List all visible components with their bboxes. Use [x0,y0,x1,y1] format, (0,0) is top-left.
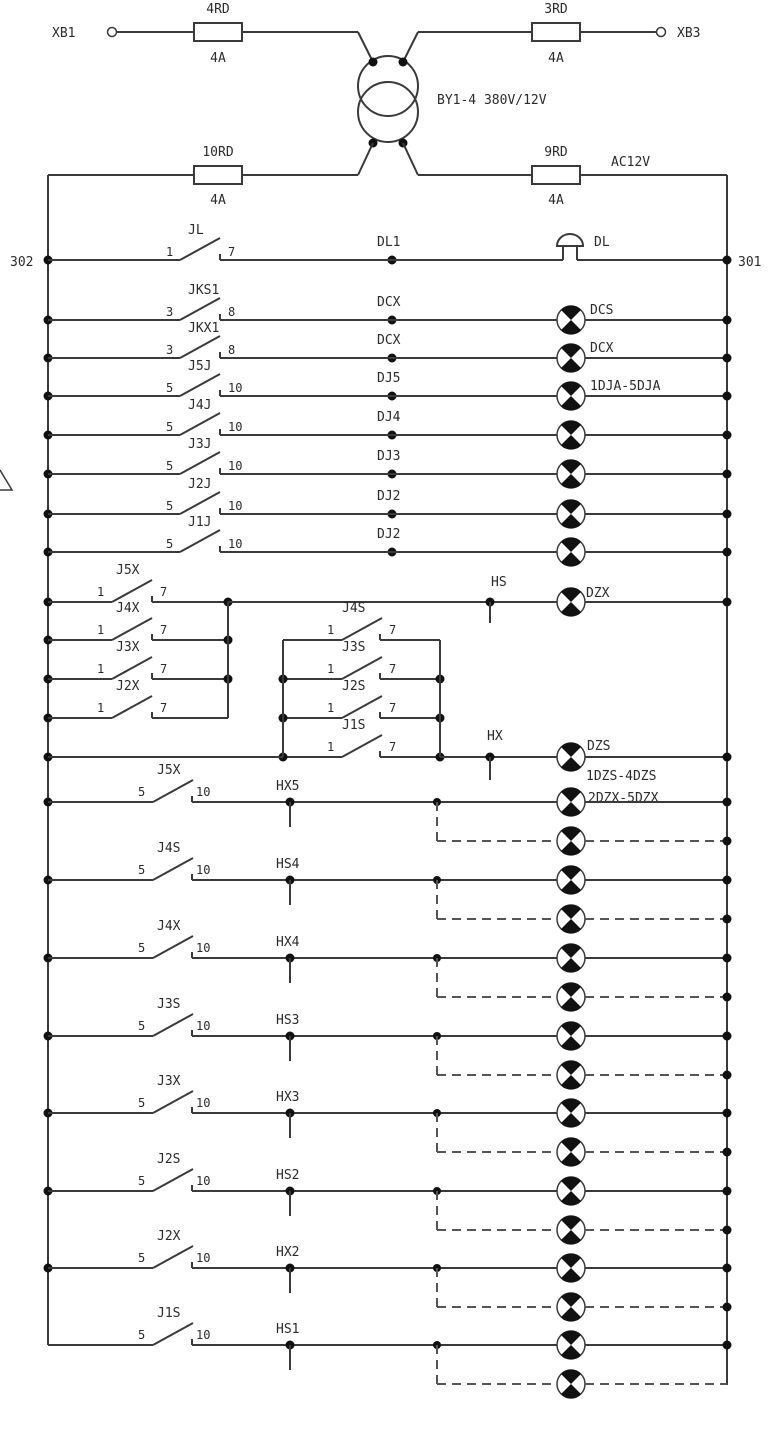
pin-label: 10 [228,381,243,395]
pin-label: 7 [389,662,397,676]
bus-junction-dot [723,837,732,846]
contact-label: J1J [188,515,212,530]
bus-junction-dot [723,354,732,363]
no-contact-icon [342,696,382,718]
no-contact-icon [153,1246,193,1268]
rung-floor-hs4 [44,841,732,933]
pin-label: 10 [196,1251,211,1265]
transformer-icon [358,56,418,148]
indicator-lamp-icon [557,500,585,529]
rung-j5j [44,359,732,410]
load-label: DL [594,235,610,250]
load-label: DZS [587,739,611,754]
contact-label: J3S [342,640,366,655]
indicator-lamp-icon [557,905,585,934]
contact-label: J3J [188,437,212,452]
no-contact-icon [112,618,152,640]
bus-junction-dot [723,1032,732,1041]
indicator-lamp-icon [557,983,585,1012]
pin-label: 5 [138,1328,146,1342]
fuse-9rd-rating: 4A [548,193,564,208]
pin-label: 7 [228,245,236,259]
output-voltage-label: AC12V [611,155,651,170]
no-contact-icon [112,696,152,718]
pin-label: 7 [389,701,397,715]
bell-icon [557,234,583,260]
bus-junction-dot [723,753,732,762]
bus-junction-dot [723,954,732,963]
pin-label: 5 [166,499,174,513]
contact-label: J5X [116,563,140,578]
node-label: HX2 [276,1245,300,1260]
indicator-lamp-icon [557,1293,585,1322]
terminal-xb3-label: XB3 [677,26,701,41]
terminal-xb1-label: XB1 [52,26,76,41]
no-contact-icon [112,580,152,602]
bus-junction-dot [723,598,732,607]
contact-label: J1S [157,1306,181,1321]
node-label: DCX [377,333,401,348]
pin-label: 7 [389,740,397,754]
rung-floor-hs1 [48,1306,732,1398]
no-contact-icon [153,936,193,958]
contact-label: J4J [188,398,212,413]
load-label: DCS [590,303,614,318]
pin-label: 10 [196,1019,211,1033]
indicator-lamp-icon [557,944,585,973]
pin-label: 5 [166,537,174,551]
no-contact-icon [180,374,220,396]
load-label: DZX [586,586,610,601]
rung-floor-hs2 [44,1152,732,1244]
indicator-lamp-icon [557,344,585,373]
pin-label: 1 [327,662,335,676]
pin-label: 1 [327,623,335,637]
node-label: DJ3 [377,449,401,464]
bus-junction-dot [723,1303,732,1312]
bus-junction-dot [723,876,732,885]
transformer-label: BY1-4 380V/12V [437,93,547,108]
pin-label: 8 [228,343,236,357]
contact-label: J5J [188,359,212,374]
pin-label: 1 [97,662,105,676]
node-label: HS [491,575,507,590]
no-contact-icon [153,1091,193,1113]
terminal-xb3-icon [657,28,666,37]
indicator-lamp-icon [557,1370,585,1399]
indicator-lamp-icon [557,306,585,335]
node-label: HX5 [276,779,300,794]
fuse-10rd-icon [194,166,242,184]
pin-label: 5 [166,459,174,473]
no-contact-icon [342,735,382,757]
indicator-lamp-icon [557,382,585,411]
fuse-10rd-rating: 4A [210,193,226,208]
load-label: 1DJA-5DJA [590,379,661,394]
bus-junction-dot [723,316,732,325]
bus-junction-dot [723,915,732,924]
contact-label: J4X [116,601,140,616]
contact-label: JL [188,223,204,238]
contact-label: J5X [157,763,181,778]
fuse-10rd-label: 10RD [202,145,234,160]
indicator-lamp-icon [557,460,585,489]
fuse-4rd-rating: 4A [210,51,226,66]
pin-label: 10 [228,459,243,473]
bus-junction-dot [723,431,732,440]
bus-junction-dot [723,1148,732,1157]
contact-label: J2J [188,477,212,492]
fuse-3rd-label: 3RD [544,2,568,17]
floor-lamp-label-up: 1DZS-4DZS [586,769,657,784]
no-contact-icon [180,238,220,260]
supply-section [48,2,727,208]
rung-j1j [44,515,732,566]
pin-label: 1 [327,701,335,715]
no-contact-icon [180,452,220,474]
pin-label: 5 [138,1019,146,1033]
no-contact-icon [180,413,220,435]
bus-junction-dot [723,1071,732,1080]
indicator-lamp-icon [557,1138,585,1167]
bus-junction-dot [723,798,732,807]
contact-label: J4X [157,919,181,934]
node-label: DJ4 [377,410,401,425]
fuse-9rd-icon [532,166,580,184]
pin-label: 1 [97,585,105,599]
bus-junction-dot [723,470,732,479]
indicator-lamp-icon [557,1254,585,1283]
rung-floor-hx3 [44,1074,732,1166]
indicator-lamp-icon [557,1099,585,1128]
indicator-lamp-icon [557,1177,585,1206]
bus-junction-dot [723,510,732,519]
terminal-xb1-icon [108,28,117,37]
contact-label: J4S [342,601,366,616]
pin-label: 7 [389,623,397,637]
indicator-lamp-icon [557,827,585,856]
rung-floor-hx4 [44,919,732,1011]
rung-jkx1 [44,321,732,372]
bus-junction-dot [723,993,732,1002]
bus-left-label: 302 [10,255,34,270]
node-label: HS1 [276,1322,300,1337]
pin-label: 1 [327,740,335,754]
pin-label: 5 [138,1251,146,1265]
contact-label: JKX1 [188,321,220,336]
load-label: DCX [590,341,614,356]
group-hs [44,563,732,723]
pin-label: 7 [160,623,168,637]
no-contact-icon [153,1169,193,1191]
indicator-lamp-icon [557,1216,585,1245]
indicator-lamp-icon [557,743,585,772]
no-contact-icon [180,298,220,320]
no-contact-icon [153,1323,193,1345]
rung-floor-hs3 [44,997,732,1089]
pin-label: 5 [138,785,146,799]
node-label: HS3 [276,1013,300,1028]
no-contact-icon [180,530,220,552]
contact-label: J2X [157,1229,181,1244]
fuse-4rd-label: 4RD [206,2,230,17]
pin-label: 5 [138,863,146,877]
no-contact-icon [153,1014,193,1036]
pin-label: 10 [228,499,243,513]
pin-label: 8 [228,305,236,319]
pin-label: 5 [166,381,174,395]
pin-label: 5 [138,1174,146,1188]
indicator-lamp-icon [557,866,585,895]
node-label: DL1 [377,235,401,250]
node-label: DJ2 [377,489,401,504]
bus-junction-dot [723,1187,732,1196]
pin-label: 10 [196,1174,211,1188]
pin-label: 10 [228,537,243,551]
triangle-mark-icon [0,470,12,490]
node-label: HX4 [276,935,300,950]
floor-lamp-label-down: 2DZX-5DZX [588,791,659,806]
indicator-lamp-icon [557,1061,585,1090]
contact-label: J4S [157,841,181,856]
contact-label: J3X [116,640,140,655]
node-label: HX [487,729,503,744]
contact-label: J3X [157,1074,181,1089]
rung-j4j [44,398,732,449]
pin-label: 7 [160,662,168,676]
indicator-lamp-icon [557,788,585,817]
node-label: DJ5 [377,371,401,386]
pin-label: 10 [196,785,211,799]
rung-j3j [44,437,732,488]
pin-label: 10 [228,420,243,434]
bus-junction-dot [723,256,732,265]
bus-junction-dot [723,392,732,401]
contact-label: J2S [342,679,366,694]
group-hx [44,601,732,780]
contact-label: J1S [342,718,366,733]
indicator-lamp-icon [557,1022,585,1051]
no-contact-icon [112,657,152,679]
node-label: HX3 [276,1090,300,1105]
indicator-lamp-icon [557,421,585,450]
pin-label: 1 [166,245,174,259]
node-label: HS4 [276,857,300,872]
pin-label: 10 [196,941,211,955]
bus-junction-dot [723,1264,732,1273]
bus-junction-dot [723,1226,732,1235]
pin-label: 10 [196,863,211,877]
contact-label: J3S [157,997,181,1012]
no-contact-icon [153,858,193,880]
bus-junction-dot [723,1109,732,1118]
fuse-9rd-label: 9RD [544,145,568,160]
indicator-lamp-icon [557,588,585,617]
fuse-4rd-icon [194,23,242,41]
pin-label: 7 [160,585,168,599]
pin-label: 3 [166,343,174,357]
bus-right-label: 301 [738,255,762,270]
fuse-3rd-icon [532,23,580,41]
bus-junction-dot [723,1341,732,1350]
no-contact-icon [342,618,382,640]
pin-label: 5 [166,420,174,434]
indicator-lamp-icon [557,538,585,567]
rung-j2j [44,477,732,528]
contact-label: JKS1 [188,283,220,298]
pin-label: 5 [138,1096,146,1110]
no-contact-icon [342,657,382,679]
pin-label: 7 [160,701,168,715]
no-contact-icon [180,492,220,514]
bus-junction-dot [723,548,732,557]
node-label: DJ2 [377,527,401,542]
node-label: DCX [377,295,401,310]
rung-jl [44,223,732,265]
node-label: HS2 [276,1168,300,1183]
rung-floor-hx2 [44,1229,732,1321]
contact-label: J2X [116,679,140,694]
no-contact-icon [153,780,193,802]
fuse-3rd-rating: 4A [548,51,564,66]
pin-label: 10 [196,1328,211,1342]
pin-label: 3 [166,305,174,319]
indicator-lamp-icon [557,1331,585,1360]
no-contact-icon [180,336,220,358]
pin-label: 1 [97,623,105,637]
rung-jks1 [44,283,732,334]
pin-label: 1 [97,701,105,715]
contact-label: J2S [157,1152,181,1167]
pin-label: 10 [196,1096,211,1110]
pin-label: 5 [138,941,146,955]
